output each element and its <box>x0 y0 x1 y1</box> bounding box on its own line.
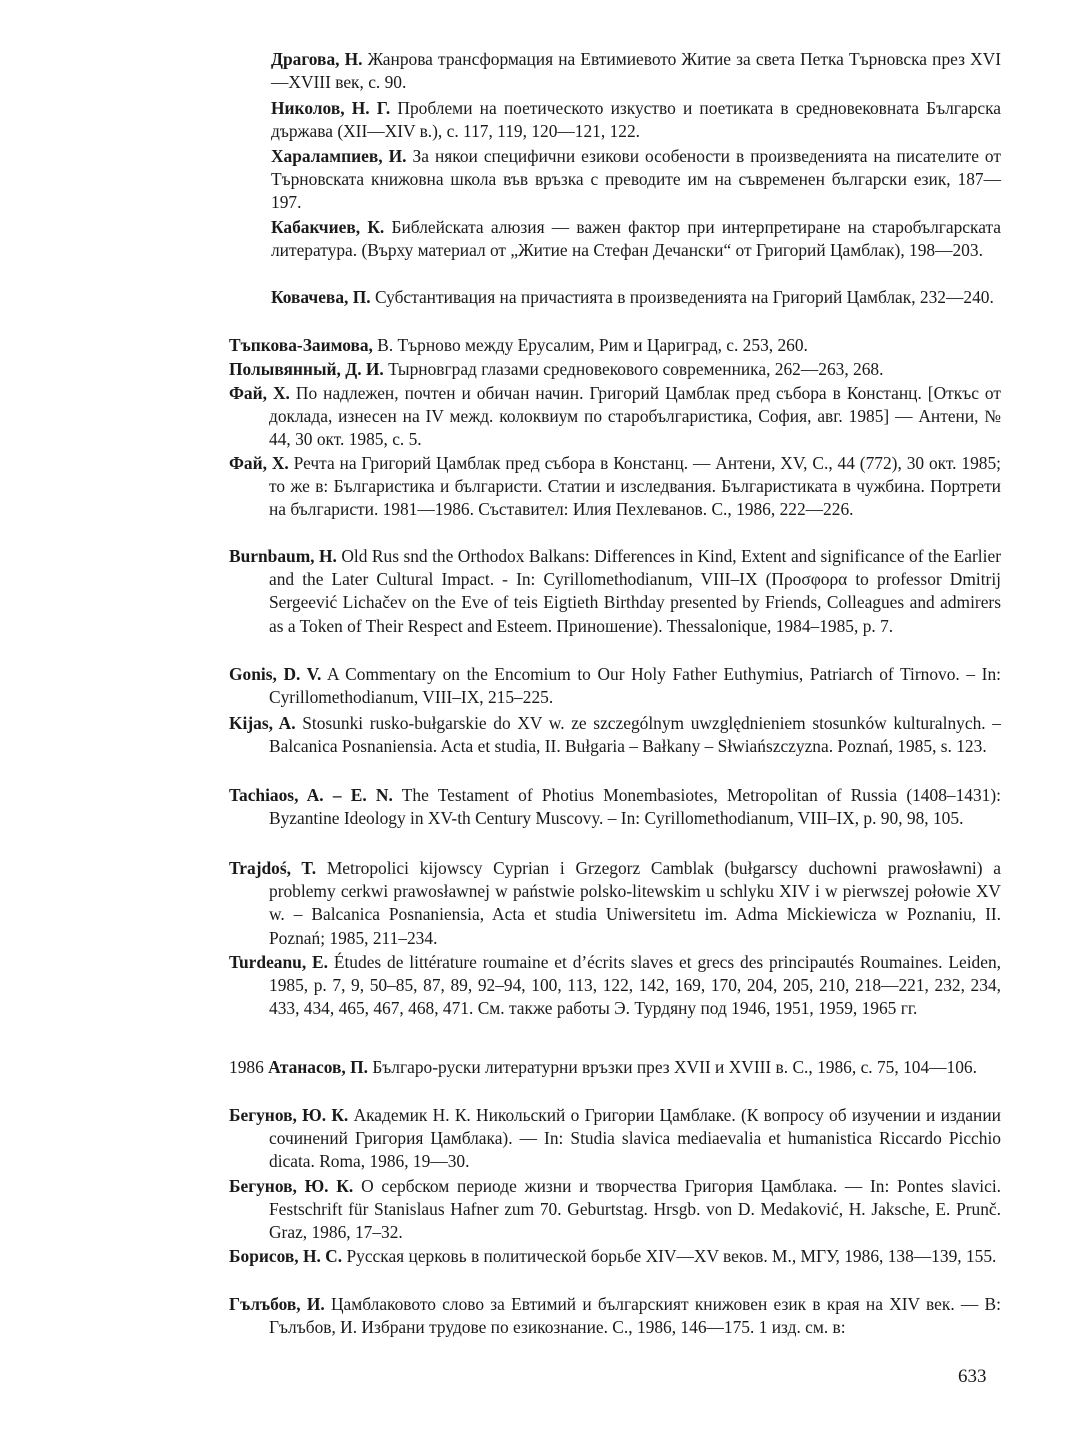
entry-author: Бегунов, Ю. К. <box>229 1176 354 1196</box>
bibliography-entry <box>229 382 1001 452</box>
bibliography-entry <box>271 48 1001 94</box>
entry-text: Речта на Григорий Цамблак пред събора в Констанц. — Антени, XV, С., 44 (772), 30 окт. 1985; то же в: Българистика и българисти. Статии и изследвания. Българистиката в чужбина. Портрети на българисти. 1981—1986. Съставител: Илия Пехлеванов. С., 1986, 222—226. <box>269 453 1001 520</box>
bibliography-entry <box>229 452 1001 522</box>
bibliography-entry <box>229 1175 1001 1245</box>
bibliography-entry <box>229 1245 1001 1268</box>
bibliography-entry <box>229 545 1001 638</box>
entry-year: 1986 <box>229 1057 264 1077</box>
bibliography-entry <box>229 1056 1001 1079</box>
entry-text: О сербском периоде жизни и творчества Григория Цамблака. — In: Pontes slavici. Festschrift für Stanislaus Hafner zum 70. Geburtstag. Hrsgb. von D. Medaković, H. Jaksche, E. Prunč. Graz, 1986, 17–32. <box>269 1176 1001 1243</box>
bibliography-entry <box>229 1293 1001 1339</box>
entry-text: Stosunki rusko-bułgarskie do XV w. ze szczególnym uwzględnieniem stosunków kulturalnych. – Balcanica Posnaniensia. Acta et studia, II. Bułgaria – Bałkany – Słwiańszczyzna. Poznań, 1985, s. 123. <box>269 713 1001 757</box>
bibliography-entry <box>229 784 1001 830</box>
bibliography-entry <box>271 216 1001 262</box>
entry-author: Тъпкова-Заимова, <box>229 335 373 355</box>
entry-author: Харалампиев, И. <box>271 146 407 166</box>
entry-author: Борисов, Н. С. <box>229 1246 343 1266</box>
bibliography-entry <box>229 663 1001 709</box>
entry-text: Old Rus snd the Orthodox Balkans: Differences in Kind, Extent and significance of the Earlier and the Later Cultural Impact. - In: Cyrillomethodianum, VIII–IX (Προσφορα to professor Dmitrij Sergeević Lichačev on the Eve of teis Eigtieth Birthday presented by Friends, Colleagues and admirers as a Token of Their Respect and Esteem. Приношение). Thessalonique, 1984–1985, p. 7. <box>269 546 1001 636</box>
entry-text: Академик Н. К. Никольский о Григории Цамблаке. (К вопросу об изучении и издании сочинений Григория Цамблака). — In: Studia slavica mediaevalia et humanistica Riccardo Picchio dicata. Roma, 1986, 19—30. <box>269 1105 1001 1172</box>
bibliography-entry <box>271 286 1001 309</box>
entry-author: Фай, Х. <box>229 453 289 473</box>
entry-author: Гълъбов, И. <box>229 1294 325 1314</box>
entry-text: Субстантивация на причастията в произведенията на Григорий Цамблак, 232—240. <box>374 287 994 307</box>
entry-author: Ковачева, П. <box>271 287 371 307</box>
entry-text: Библейската алюзия — важен фактор при интерпретиране на старобългарската литература. (Върху материал от „Житие на Стефан Дечански“ от Григорий Цамблак), 198—203. <box>271 217 1001 261</box>
entry-text: За някои специфични езикови особености в произведенията на писателите от Търновската книжовна школа във връзка с преводите им на съвременен български език, 187—197. <box>271 146 1001 213</box>
bibliography-entry <box>229 1104 1001 1174</box>
entry-author: Атанасов, П. <box>268 1057 368 1077</box>
bibliography-entry <box>229 951 1001 1021</box>
entry-text: A Commentary on the Encomium to Our Holy Father Euthymius, Patriarch of Tirnovo. – In: Cyrillomethodianum, VIII–IX, 215–225. <box>269 664 1001 708</box>
entry-text: В. Търново между Ерусалим, Рим и Цариград, с. 253, 260. <box>377 335 808 355</box>
entry-author: Trajdoś, T. <box>229 858 317 878</box>
bibliography-entry <box>229 712 1001 758</box>
entry-author: Николов, Н. Г. <box>271 98 391 118</box>
entry-author: Фай, Х. <box>229 383 290 403</box>
entry-text: Проблеми на поетическото изкуство и поетиката в средновековната Българска държава (XII—XIV в.), с. 117, 119, 120—121, 122. <box>271 98 1001 142</box>
entry-text: Цамблаковото слово за Евтимий и българският книжовен език в края на XIV век. — В: Гълъбов, И. Избрани трудове по езикознание. С., 1986, 146—175. 1 изд. см. в: <box>269 1294 1001 1338</box>
entry-author: Полывянный, Д. И. <box>229 359 384 379</box>
entry-text: Жанрова трансформация на Евтимиевото Житие за света Петка Търновска през XVI—XVIII век, с. 90. <box>271 49 1001 93</box>
entry-author: Бегунов, Ю. К. <box>229 1105 349 1125</box>
entry-text: Тырновград глазами средновекового современника, 262—263, 268. <box>388 359 884 379</box>
entry-text: The Testament of Photius Monembasiotes, Metropolitan of Russia (1408–1431): Byzantine Ideology in XV-th Century Muscovy. – In: Cyrillomethodianum, VIII–IX, p. 90, 98, 105. <box>269 785 1001 829</box>
entry-text: Русская церковь в политической борьбе XIV—XV веков. М., МГУ, 1986, 138—139, 155. <box>346 1246 997 1266</box>
entry-author: Turdeanu, E. <box>229 952 328 972</box>
bibliography-entry <box>271 97 1001 143</box>
entry-author: Драгова, Н. <box>271 49 363 69</box>
bibliography-entry <box>229 334 1001 357</box>
bibliography-entry <box>229 857 1001 950</box>
bibliography-entry <box>229 358 1001 381</box>
entry-text: Études de littérature roumaine et d’écrits slaves et grecs des principautés Roumaines. Leiden, 1985, p. 7, 9, 50–85, 87, 89, 92–94, 100, 113, 122, 142, 169, 170, 204, 205, 210, 218—221, 232, 234, 433, 434, 465, 467, 468, 471. См. также работы Э. Турдяну под 1946, 1951, 1959, 1965 гг. <box>269 952 1001 1019</box>
entry-text: Българо-руски литературни връзки през XVII и XVIII в. С., 1986, с. 75, 104—106. <box>372 1057 977 1077</box>
entry-author: Gonis, D. V. <box>229 664 322 684</box>
entry-author: Tachiaos, A. – E. N. <box>229 785 393 805</box>
entry-author: Kijas, A. <box>229 713 296 733</box>
entry-author: Кабакчиев, К. <box>271 217 385 237</box>
page-number: 633 <box>958 1366 987 1387</box>
bibliography-entry <box>271 145 1001 215</box>
entry-author: Burnbaum, H. <box>229 546 337 566</box>
entry-text: Metropolici kijowscy Cyprian i Grzegorz Camblak (bułgarscy duchowni prawosławni) a problemy cerkwi prawosławnej w państwie polsko-litewskim u schlyku XIV i w pierwszej połowie XV w. – Balcanica Posnaniensia, Acta et studia Uniwersitetu im. Adma Mickiewicza w Poznaniu, II. Poznań; 1985, 211–234. <box>269 858 1001 948</box>
entry-text: По надлежен, почтен и обичан начин. Григорий Цамблак пред събора в Констанц. [Откъс от доклада, изнесен на IV межд. колоквиум по старобългаристика, София, авг. 1985] — Антени, № 44, 30 окт. 1985, с. 5. <box>269 383 1001 450</box>
